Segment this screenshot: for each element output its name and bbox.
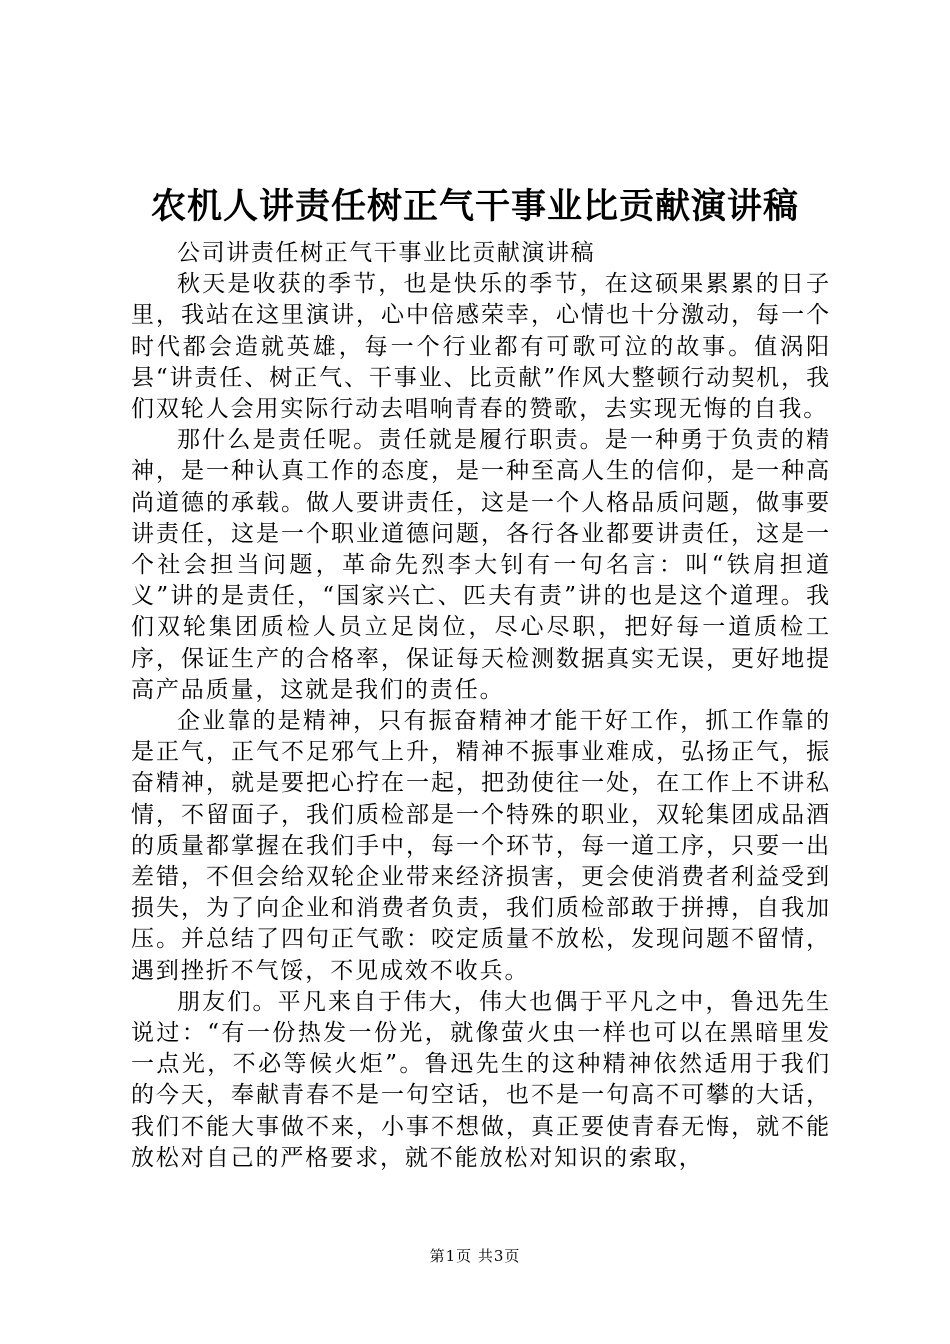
paragraph-autumn: 秋天是收获的季节，也是快乐的季节，在这硕果累累的日子里，我站在这里演讲，心中倍感荣幸，心情也十分激动，每一个时代都会造就英雄，每一个行业都有可歌可泣的故事。值涡阳县“讲责任、树正气、干事业、比贡献”作风大整顿行动契机，我们双轮人会用实际行动去唱响青春的赞歌，去实现无悔的自我。 (131, 271, 831, 423)
paragraph-friends: 朋友们。平凡来自于伟大，伟大也偶于平凡之中，鲁迅先生说过：“有一份热发一份光，就像萤火虫一样也可以在黑暗里发一点光，不必等候火炬”。鲁迅先生的这种精神依然适用于我们的今天，奉献青春不是一句空话，也不是一句高不可攀的大话，我们不能大事做不来，小事不想做，真正要使青春无悔，就不能放松对自己的严格要求，就不能放松对知识的索取， (131, 988, 831, 1171)
document-subtitle: 公司讲责任树正气干事业比贡献演讲稿 (177, 240, 596, 266)
document-body (131, 238, 831, 1174)
paragraph-responsibility: 那什么是责任呢。责任就是履行职责。是一种勇于负责的精神，是一种认真工作的态度，是一种至高人生的信仰，是一种高尚道德的承载。做人要讲责任，这是一个人格品质问题，做事要讲责任，这是一个职业道德问题，各行各业都要讲责任，这是一个社会担当问题，革命先烈李大钊有一句名言：叫“铁肩担道义”讲的是责任，“国家兴亡、匹夫有责”讲的也是这个道理。我们双轮集团质检人员立足岗位，尽心尽职，把好每一道质检工序，保证生产的合格率，保证每天检测数据真实无误，更好地提高产品质量，这就是我们的责任。 (131, 427, 831, 703)
page-number-footer: 第1页 共3页 (429, 1247, 521, 1265)
paragraph-spirit: 企业靠的是精神，只有振奋精神才能干好工作，抓工作靠的是正气，正气不足邪气上升，精神不振事业难成，弘扬正气，振奋精神，就是要把心拧在一起，把劲使往一处，在工作上不讲私情，不留面子，我们质检部是一个特殊的职业，双轮集团成品酒的质量都掌握在我们手中，每一个环节，每一道工序，只要一出差错，不但会给双轮企业带来经济损害，更会使消费者利益受到损失，为了向企业和消费者负责，我们质检部敢于拼搏，自我加压。并总结了四句正气歌：咬定质量不放松，发现问题不留情，遇到挫折不气馁，不见成效不收兵。 (131, 708, 831, 984)
document-title: 农机人讲责任树正气干事业比贡献演讲稿 (150, 186, 799, 227)
